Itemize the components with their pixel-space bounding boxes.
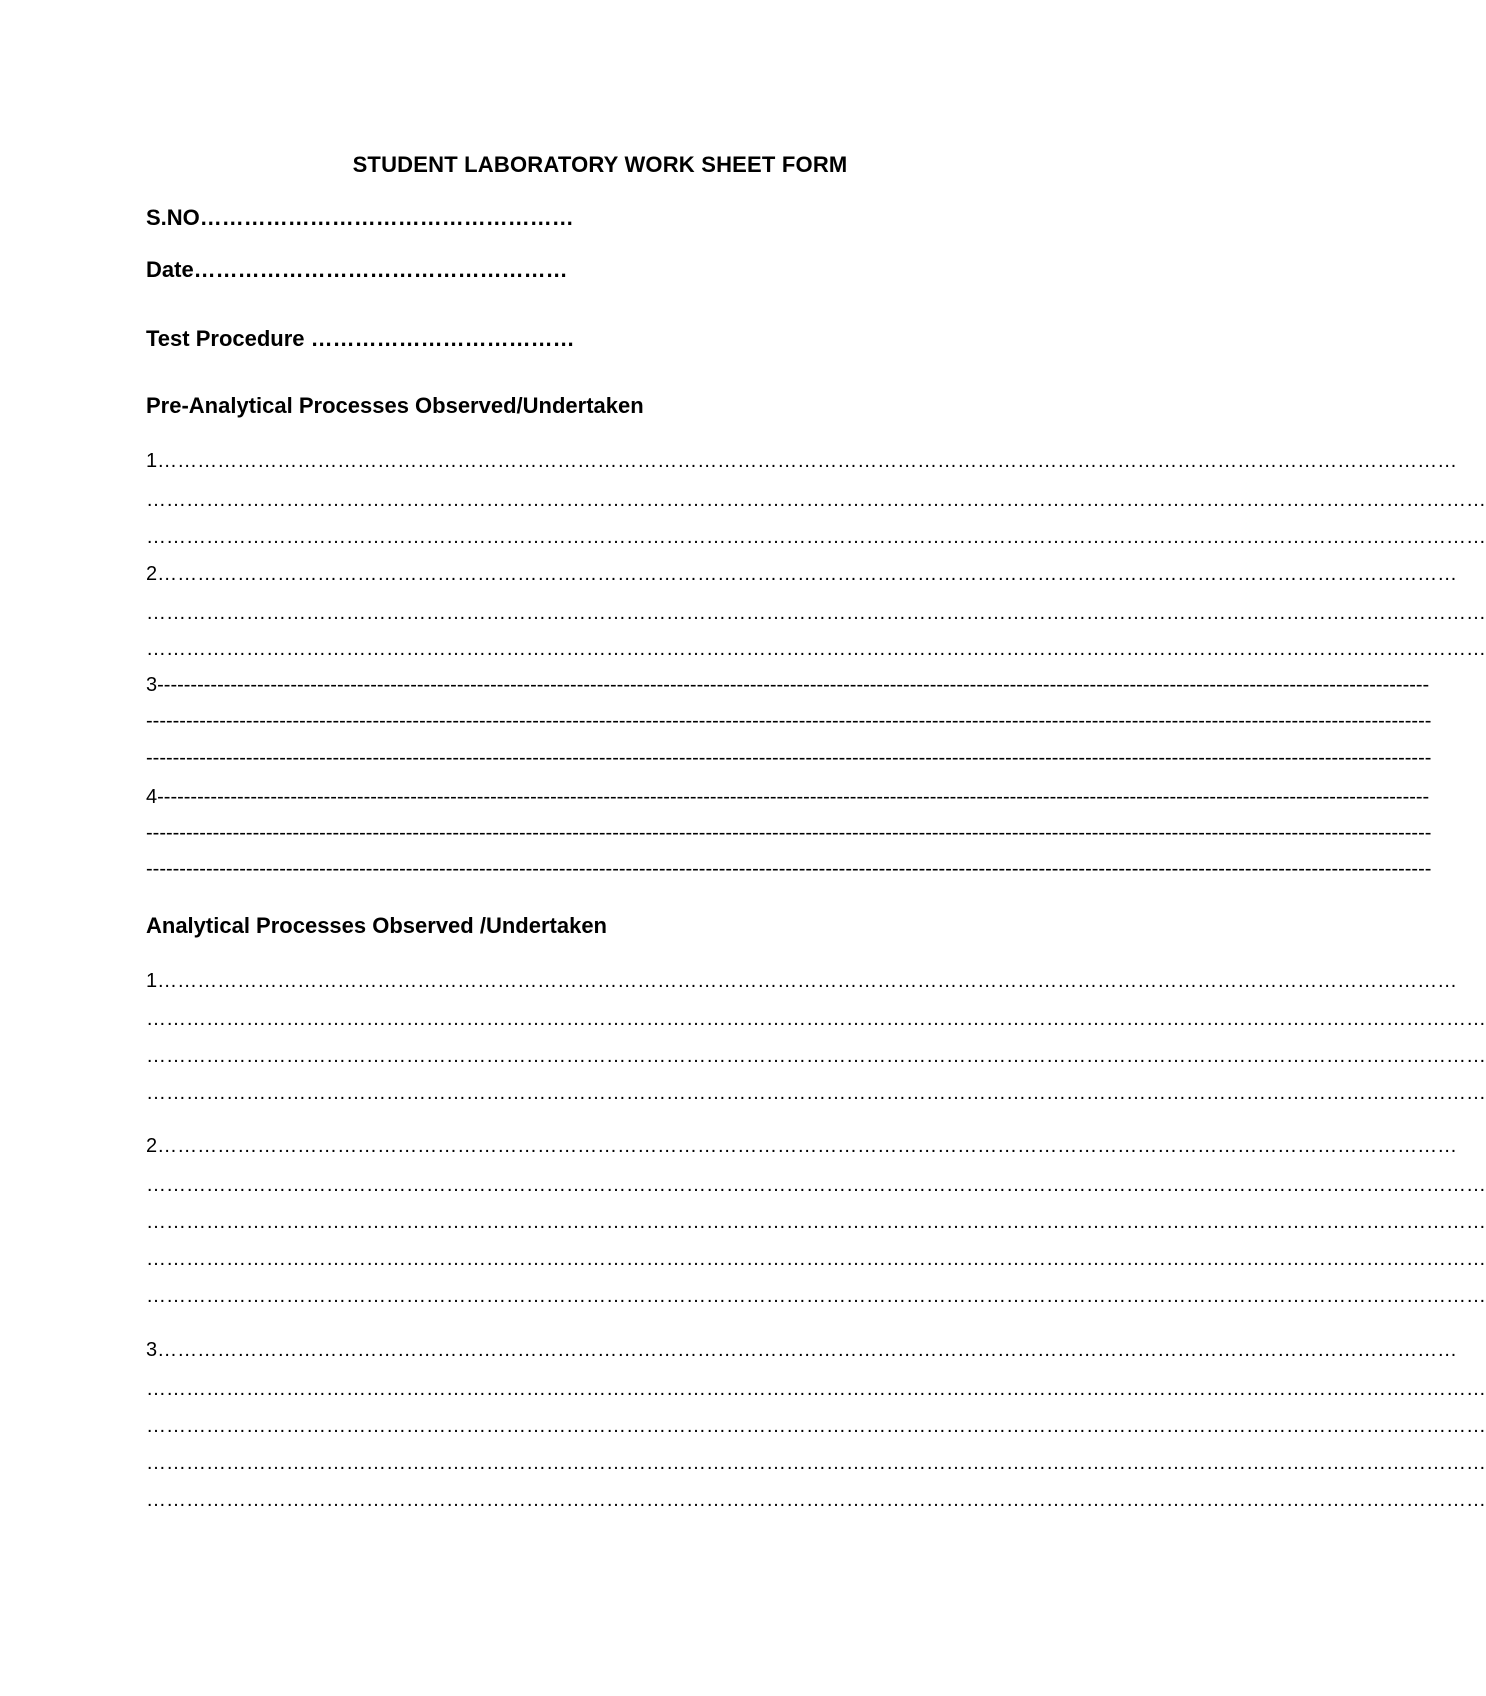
pre-analytical-item-4-line-3: ------------------------------------------------------------------------------------------------------------------------------------------------------------------------------------------------- [146,858,1432,880]
analytical-item-3-line-4: ………………………………………………………………………………………………………………………………………………………………………………… [146,1452,1486,1474]
analytical-item-1-line-2: ………………………………………………………………………………………………………………………………………………………………………………… [146,1008,1486,1030]
pre-analytical-item-4-line-1: 4----------------------------------------------------------------------------------------------------------------------------------------------------------------------------------------------- [146,786,1430,808]
analytical-item-1-line-1: 1…………………………………………………………………………………………………………………………………………………………………………… [146,970,1458,992]
analytical-item-1-line-3: ………………………………………………………………………………………………………………………………………………………………………………… [146,1045,1486,1067]
pre-analytical-item-1-line-1: 1…………………………………………………………………………………………………………………………………………………………………………… [146,450,1458,472]
analytical-item-2-line-5: ………………………………………………………………………………………………………………………………………………………………………………… [146,1285,1486,1307]
analytical-item-2-line-1: 2…………………………………………………………………………………………………………………………………………………………………………… [146,1135,1458,1157]
analytical-item-2-line-4: ………………………………………………………………………………………………………………………………………………………………………………… [146,1248,1486,1270]
date-field: Date…………………………………………… [146,257,568,282]
analytical-item-2-line-3: ………………………………………………………………………………………………………………………………………………………………………………… [146,1211,1486,1233]
analytical-item-3-line-5: ………………………………………………………………………………………………………………………………………………………………………………… [146,1489,1486,1511]
analytical-item-3-line-3: ………………………………………………………………………………………………………………………………………………………………………………… [146,1415,1486,1437]
pre-analytical-item-1-line-3: ………………………………………………………………………………………………………………………………………………………………………………… [146,526,1486,548]
pre-analytical-item-2-line-3: ………………………………………………………………………………………………………………………………………………………………………………… [146,638,1486,660]
analytical-item-1-line-4: ………………………………………………………………………………………………………………………………………………………………………………… [146,1082,1486,1104]
pre-analytical-item-2-line-1: 2…………………………………………………………………………………………………………………………………………………………………………… [146,563,1458,585]
pre-analytical-item-3-line-2: ------------------------------------------------------------------------------------------------------------------------------------------------------------------------------------------------- [146,710,1432,732]
page-title: STUDENT LABORATORY WORK SHEET FORM [352,152,848,177]
analytical-heading: Analytical Processes Observed /Undertaken [146,913,607,938]
analytical-item-3-line-1: 3…………………………………………………………………………………………………………………………………………………………………………… [146,1339,1458,1361]
pre-analytical-item-2-line-2: ………………………………………………………………………………………………………………………………………………………………………………… [146,602,1486,624]
pre-analytical-item-1-line-2: ………………………………………………………………………………………………………………………………………………………………………………… [146,489,1486,511]
analytical-item-3-line-2: ………………………………………………………………………………………………………………………………………………………………………………… [146,1378,1486,1400]
test-procedure-field: Test Procedure ……………………………… [146,326,575,351]
pre-analytical-heading: Pre-Analytical Processes Observed/Undertaken [146,393,644,418]
pre-analytical-item-3-line-1: 3----------------------------------------------------------------------------------------------------------------------------------------------------------------------------------------------- [146,674,1430,696]
analytical-item-2-line-2: ………………………………………………………………………………………………………………………………………………………………………………… [146,1174,1486,1196]
pre-analytical-item-3-line-3: ------------------------------------------------------------------------------------------------------------------------------------------------------------------------------------------------- [146,747,1432,769]
serial-number-field: S.NO…………………………………………… [146,205,574,230]
pre-analytical-item-4-line-2: ------------------------------------------------------------------------------------------------------------------------------------------------------------------------------------------------- [146,822,1432,844]
